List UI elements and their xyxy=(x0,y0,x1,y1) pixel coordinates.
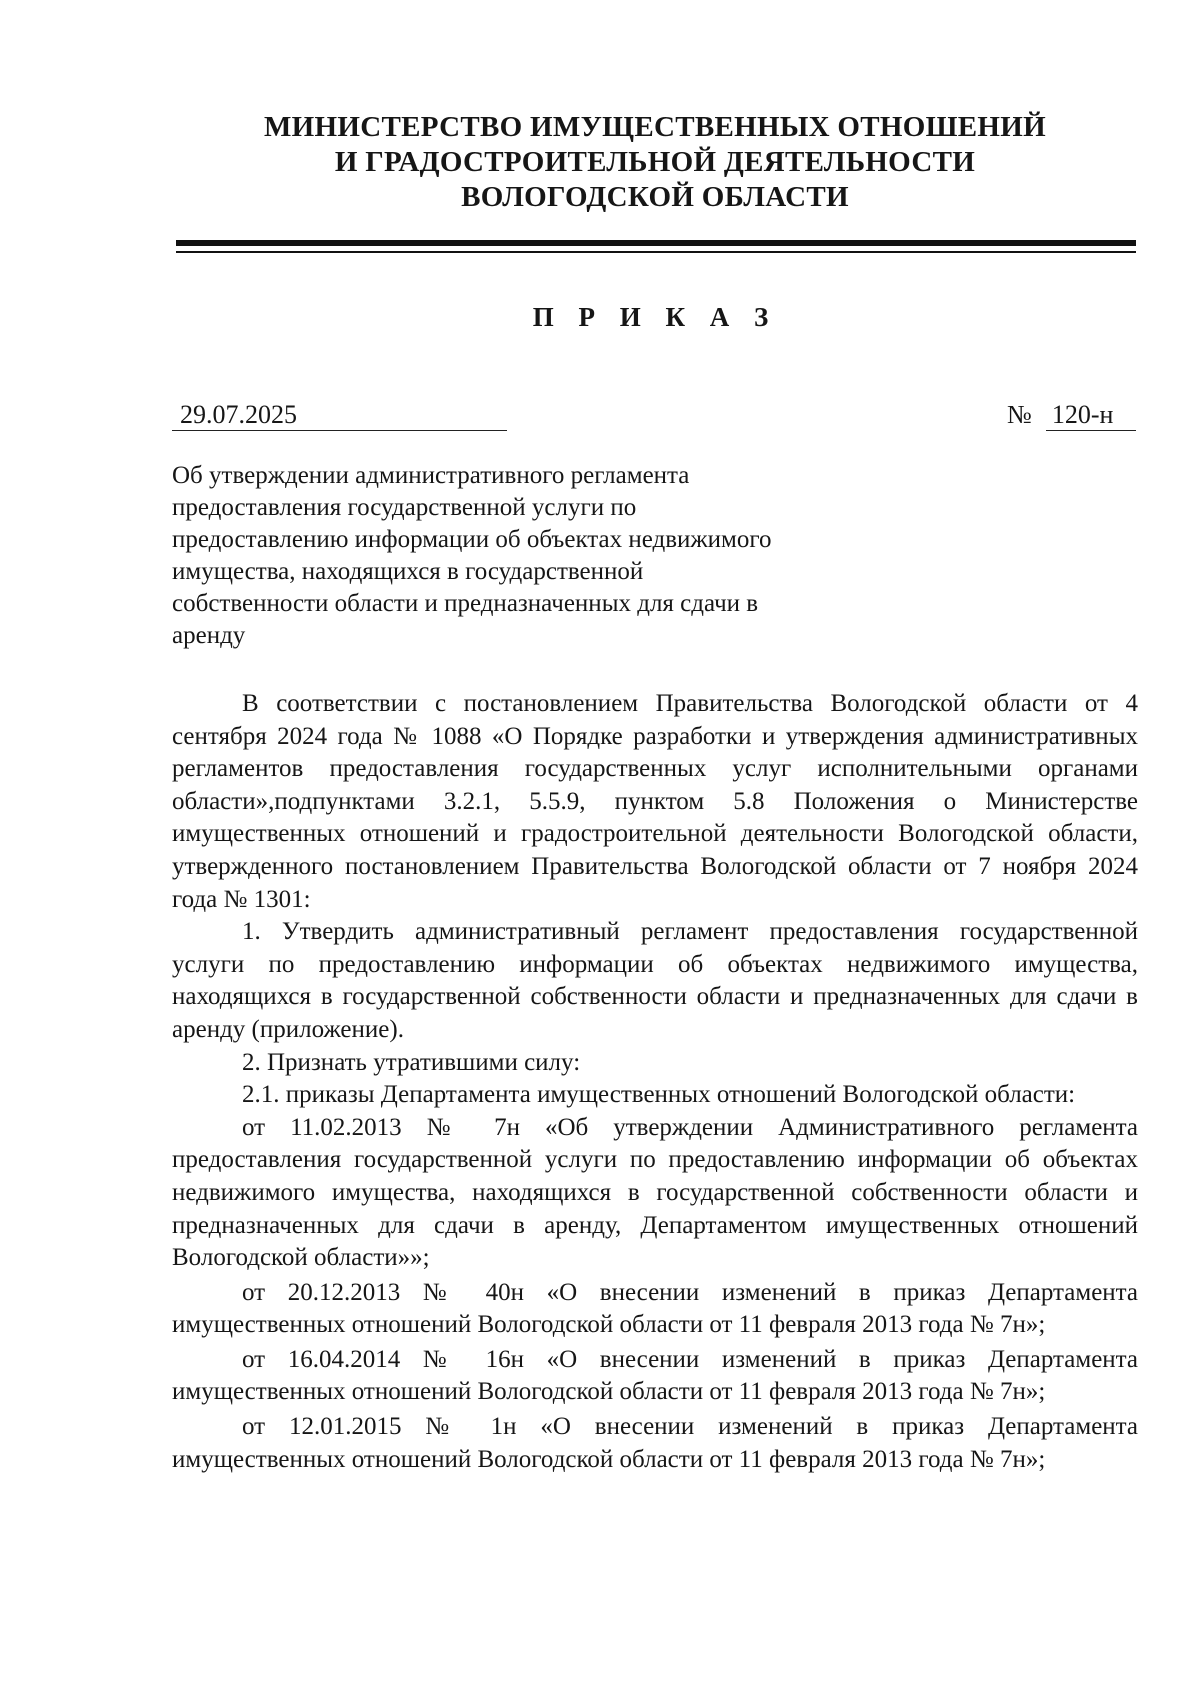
repealed-order-1: от 11.02.2013 № 7н «Об утверждении Административного регламента предоставления государственной услуги по предоставлению информации об объектах недвижимого имущества, находящихся в государственной собственности области и предназначенных для сдачи в аренду, Департаментом имущественных отношений Вологодской области»»; xyxy=(172,1113,1138,1272)
number-sign: № xyxy=(1007,400,1032,429)
header-line-1: МИНИСТЕРСТВО ИМУЩЕСТВЕННЫХ ОТНОШЕНИЙ xyxy=(263,111,1046,143)
header-line-2: И ГРАДОСТРОИТЕЛЬНОЙ ДЕЯТЕЛЬНОСТИ xyxy=(334,146,976,178)
header-line-3: ВОЛОГОДСКОЙ ОБЛАСТИ xyxy=(461,181,849,213)
document-type-title: П Р И К А З xyxy=(532,302,778,332)
number-value: 120-н xyxy=(1046,400,1136,431)
order-date: 29.07.2025 xyxy=(172,400,507,431)
repealed-order-3: от 16.04.2014 № 16н «О внесении изменений в приказ Департамента имущественных отношений Вологодской области от 11 февраля 2013 года № 7н»; xyxy=(172,1345,1138,1406)
header-divider-thick xyxy=(176,240,1136,246)
header-divider-thin xyxy=(176,251,1136,253)
preamble-paragraph: В соответствии с постановлением Правительства Вологодской области от 4 сентября 2024 года № 1088 «О Порядке разработки и утверждения административных регламентов предоставления государственных услуг исполнительными органами области»,подпунктами 3.2.1, 5.5.9, пунктом 5.8 Положения о Министерстве имущественных отношений и градостроительной деятельности Вологодской области, утвержденного постановлением Правительства Вологодской области от 7 ноября 2024 года № 1301: xyxy=(172,690,1138,913)
item-2-paragraph: 2. Признать утратившими силу: xyxy=(242,1048,581,1076)
order-subject: Об утверждении административного регламента предоставления государственной услуги по предоставлению информации об объектах недвижимого имущества, находящихся в государственной собственности области и предназначенных для сдачи в аренду xyxy=(172,462,772,649)
order-number xyxy=(1007,400,1136,431)
ministry-header xyxy=(170,110,1140,215)
item-2-1-paragraph: 2.1. приказы Департамента имущественных отношений Вологодской области: xyxy=(242,1081,1076,1109)
repealed-order-2: от 20.12.2013 № 40н «О внесении изменений в приказ Департамента имущественных отношений Вологодской области от 11 февраля 2013 года № 7н»; xyxy=(172,1278,1138,1339)
item-1-paragraph: 1. Утвердить административный регламент предоставления государственной услуги по предоставлению информации об объектах недвижимого имущества, находящихся в государственной собственности области и предназначенных для сдачи в аренду (приложение). xyxy=(172,918,1138,1043)
order-body xyxy=(172,688,1138,1476)
repealed-order-4: от 12.01.2015 № 1н «О внесении изменений в приказ Департамента имущественных отношений Вологодской области от 11 февраля 2013 года № 7н»; xyxy=(172,1413,1138,1473)
